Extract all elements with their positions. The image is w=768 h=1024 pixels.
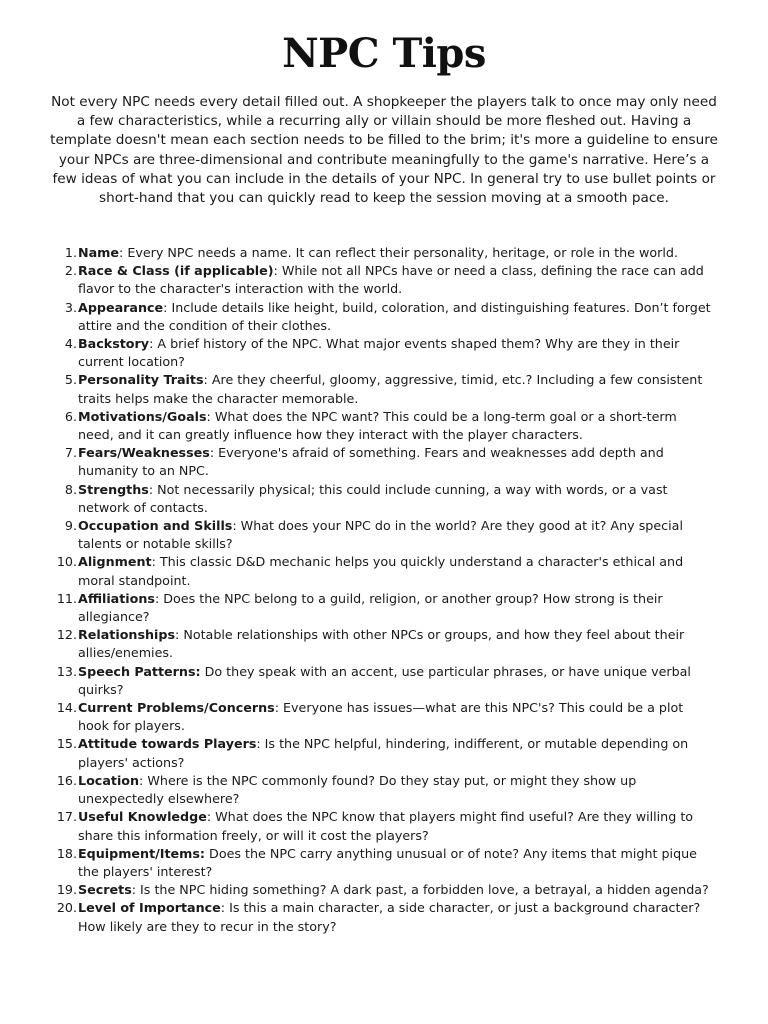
- item-description: : Not necessarily physical; this could include cunning, a way with words, or a vast network of contacts.: [78, 481, 668, 515]
- item-description: : Everyone's afraid of something. Fears and weaknesses add depth and humanity to an NPC.: [78, 445, 664, 479]
- item-description: : Include details like height, build, coloration, and distinguishing features. Don’t forget attire and the condition of their clothes.: [78, 299, 711, 333]
- item-number: 2.: [64, 263, 77, 279]
- item-description: : Is the NPC hiding something? A dark past, a forbidden love, a betrayal, a hidden agenda?: [131, 882, 709, 898]
- item-term: Affiliations: [78, 590, 155, 606]
- list-item: [0, 244, 768, 262]
- item-number: 19.: [56, 882, 77, 898]
- item-number: 1.: [64, 245, 77, 260]
- item-number: 3.: [64, 299, 77, 315]
- item-term: Alignment: [78, 554, 152, 570]
- list-item: [0, 517, 768, 553]
- list-item: [0, 371, 768, 407]
- item-term: Attitude towards Players: [78, 736, 257, 752]
- item-term: Strengths: [78, 481, 149, 497]
- item-term: Useful Knowledge: [78, 809, 207, 825]
- item-number: 13.: [56, 663, 77, 679]
- item-description: : A brief history of the NPC. What major events shaped them? Why are they in their current location?: [78, 336, 680, 370]
- list-item: [0, 553, 768, 589]
- item-number: 18.: [56, 845, 77, 861]
- item-description: : What does the NPC know that players might find useful? Are they willing to share this information freely, or will it cost the players?: [78, 809, 694, 843]
- item-number: 20.: [56, 900, 77, 916]
- item-description: : What does your NPC do in the world? Are they good at it? Any special talents or notable skills?: [78, 518, 683, 552]
- list-item: [0, 335, 768, 371]
- item-term: Appearance: [78, 299, 164, 315]
- item-term: Occupation and Skills: [78, 518, 233, 534]
- list-item: [0, 299, 768, 335]
- item-number: 8.: [64, 481, 77, 497]
- item-description: : Is the NPC helpful, hindering, indifferent, or mutable depending on players' actions?: [78, 736, 689, 770]
- list-item: [0, 735, 768, 771]
- list-item: [0, 772, 768, 808]
- page-title: NPC Tips: [282, 30, 486, 77]
- item-term: Level of Importance: [78, 900, 221, 916]
- item-term: Secrets: [78, 882, 132, 898]
- item-description: Does the NPC carry anything unusual or of note? Any items that might pique the players' interest?: [78, 845, 697, 879]
- item-number: 11.: [56, 590, 77, 606]
- item-number: 4.: [64, 336, 77, 352]
- list-item: [0, 590, 768, 626]
- item-number: 12.: [56, 627, 77, 643]
- tips-list: [0, 244, 768, 936]
- item-description: : Notable relationships with other NPCs or groups, and how they feel about their allies/enemies.: [78, 627, 685, 661]
- item-term: Backstory: [78, 336, 150, 352]
- item-description: Do they speak with an accent, use particular phrases, or have unique verbal quirks?: [78, 663, 691, 697]
- intro-paragraph: Not every NPC needs every detail filled out. A shopkeeper the players talk to once may only need a few characteristics, while a recurring ally or villain should be more fleshed out. Having a template doesn't mean each section needs to be filled to the brim; it's more a guideline to ensure your NPCs are three-dimensional and contribute meaningfully to the game's narrative. Here’s a few ideas of what you can include in the details of your NPC. In general try to use bullet points or short-hand that you can quickly read to keep the session moving at a smooth pace.: [50, 94, 718, 207]
- item-term: Speech Patterns:: [78, 663, 201, 679]
- item-term: Motivations/Goals: [78, 408, 207, 424]
- item-description: : While not all NPCs have or need a class, defining the race can add flavor to the character's interaction with the world.: [78, 263, 704, 297]
- item-description: : Are they cheerful, gloomy, aggressive, timid, etc.? Including a few consistent traits helps make the character memorable.: [78, 372, 703, 406]
- item-number: 6.: [64, 408, 77, 424]
- list-item: [0, 699, 768, 735]
- item-description: : Every NPC needs a name. It can reflect their personality, heritage, or role in the world.: [119, 245, 678, 260]
- item-description: : What does the NPC want? This could be a long-term goal or a short-term need, and it can greatly influence how they interact with the player characters.: [78, 408, 677, 443]
- list-item: [0, 663, 768, 699]
- item-description: : Is this a main character, a side character, or just a background character? How likely are they to recur in the story?: [78, 900, 701, 934]
- list-item: [0, 444, 768, 480]
- item-number: 10.: [56, 554, 77, 570]
- item-number: 7.: [64, 445, 77, 461]
- item-term: Name: [78, 245, 120, 260]
- item-term: Relationships: [78, 627, 176, 643]
- item-number: 9.: [64, 518, 77, 534]
- item-term: Fears/Weaknesses: [78, 445, 210, 461]
- item-term: Current Problems/Concerns: [78, 700, 275, 716]
- list-item: [0, 808, 768, 844]
- list-item: [0, 481, 768, 517]
- list-item: [0, 626, 768, 662]
- item-number: 16.: [56, 772, 77, 788]
- item-number: 15.: [56, 736, 77, 752]
- item-description: : Does the NPC belong to a guild, religion, or another group? How strong is their allegiance?: [78, 590, 663, 625]
- item-term: Equipment/Items:: [78, 845, 206, 861]
- list-item: [0, 899, 768, 935]
- item-term: Location: [78, 772, 140, 788]
- item-term: Race & Class (if applicable): [78, 263, 274, 279]
- item-number: 17.: [56, 809, 77, 825]
- item-term: Personality Traits: [78, 372, 204, 388]
- list-item: [0, 262, 768, 298]
- item-description: : Where is the NPC commonly found? Do they stay put, or might they show up unexpectedly elsewhere?: [78, 772, 637, 807]
- list-item: [0, 881, 768, 899]
- item-description: : This classic D&D mechanic helps you quickly understand a character's ethical and moral standpoint.: [78, 554, 684, 588]
- list-item: [0, 408, 768, 444]
- list-item: [0, 845, 768, 881]
- item-number: 14.: [56, 700, 77, 716]
- item-description: : Everyone has issues—what are this NPC's? This could be a plot hook for players.: [78, 700, 684, 734]
- item-number: 5.: [64, 372, 77, 388]
